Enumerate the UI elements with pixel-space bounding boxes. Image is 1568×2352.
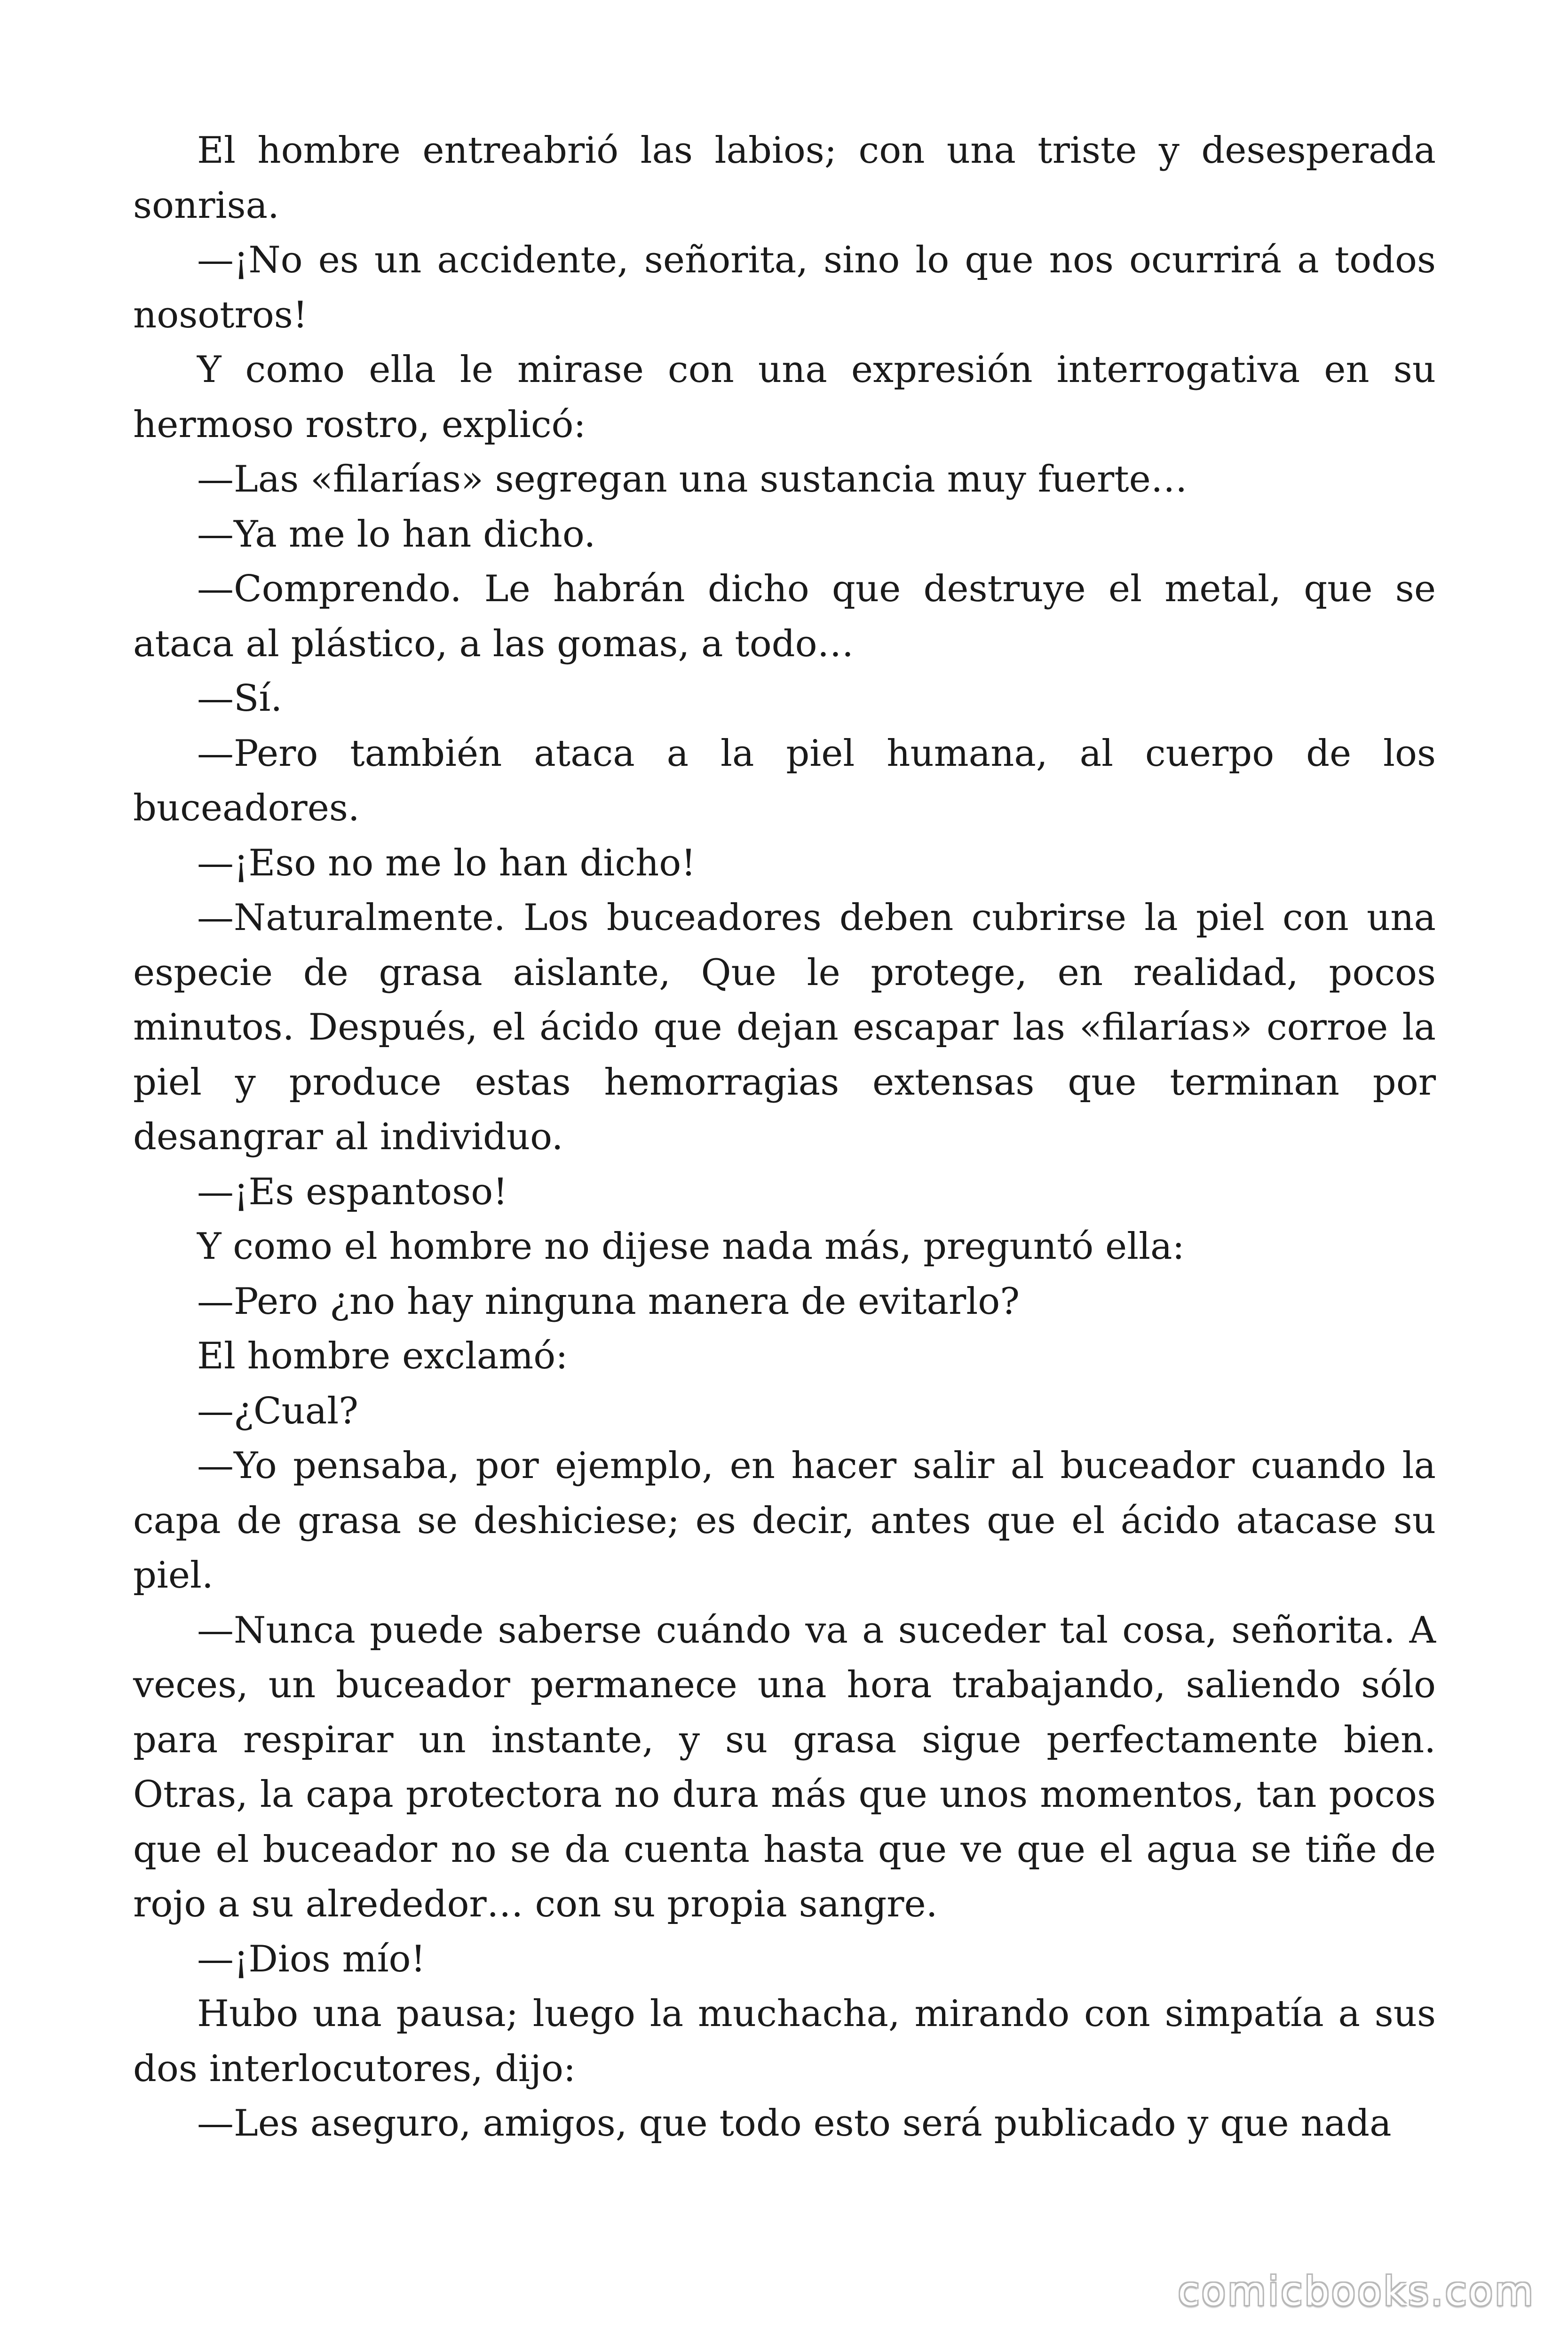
- paragraph: El hombre exclamó:: [197, 1335, 568, 1377]
- paragraph: —Yo pensaba, por ejemplo, en hacer salir al buceador cuando la capa de grasa se deshiciese; es decir, antes que el ácido atacase su piel.: [133, 1445, 1436, 1597]
- page-text: [133, 123, 1436, 2151]
- paragraph: El hombre entreabrió las labios; con una triste y desesperada sonrisa.: [133, 129, 1436, 227]
- paragraph: —Ya me lo han dicho.: [197, 513, 596, 556]
- paragraph: —Nunca puede saberse cuándo va a suceder tal cosa, señorita. A veces, un buceador permanece una hora trabajando, saliendo sólo para respirar un instante, y su grasa sigue perfectamente bien. Otras, la capa protectora no dura más que unos momentos, tan pocos que el buceador no se da cuenta hasta que ve que el agua se tiñe de rojo a su alrededor… con su propia sangre.: [133, 1609, 1436, 1925]
- watermark: comicbooks.com: [1178, 2268, 1535, 2314]
- paragraph: —¿Cual?: [197, 1390, 359, 1432]
- paragraph: —Sí.: [197, 677, 283, 720]
- paragraph: Hubo una pausa; luego la muchacha, mirando con simpatía a sus dos interlocutores, dijo:: [133, 1993, 1436, 2090]
- paragraph: Y como el hombre no dijese nada más, preguntó ella:: [197, 1225, 1185, 1268]
- paragraph: —¡Eso no me lo han dicho!: [197, 842, 696, 884]
- paragraph: —Les aseguro, amigos, que todo esto será publicado y que nada: [197, 2102, 1392, 2145]
- paragraph: —Pero también ataca a la piel humana, al cuerpo de los buceadores.: [133, 732, 1436, 829]
- paragraph: Y como ella le mirase con una expresión interrogativa en su hermoso rostro, explicó:: [133, 349, 1436, 446]
- paragraph: —Las «filarías» segregan una sustancia muy fuerte…: [197, 458, 1188, 501]
- paragraph: —Naturalmente. Los buceadores deben cubrirse la piel con una especie de grasa aislante, Que le protege, en realidad, pocos minutos. Después, el ácido que dejan escapar las «filarías» corroe la piel y produce estas hemorragias extensas que terminan por desangrar al individuo.: [133, 897, 1436, 1158]
- paragraph: —Pero ¿no hay ninguna manera de evitarlo?: [197, 1280, 1020, 1323]
- paragraph: —Comprendo. Le habrán dicho que destruye el metal, que se ataca al plástico, a las gomas, a todo…: [133, 568, 1436, 665]
- paragraph: —¡Dios mío!: [197, 1938, 426, 1980]
- paragraph: —¡Es espantoso!: [197, 1170, 508, 1213]
- paragraph: —¡No es un accidente, señorita, sino lo que nos ocurrirá a todos nosotros!: [133, 239, 1436, 336]
